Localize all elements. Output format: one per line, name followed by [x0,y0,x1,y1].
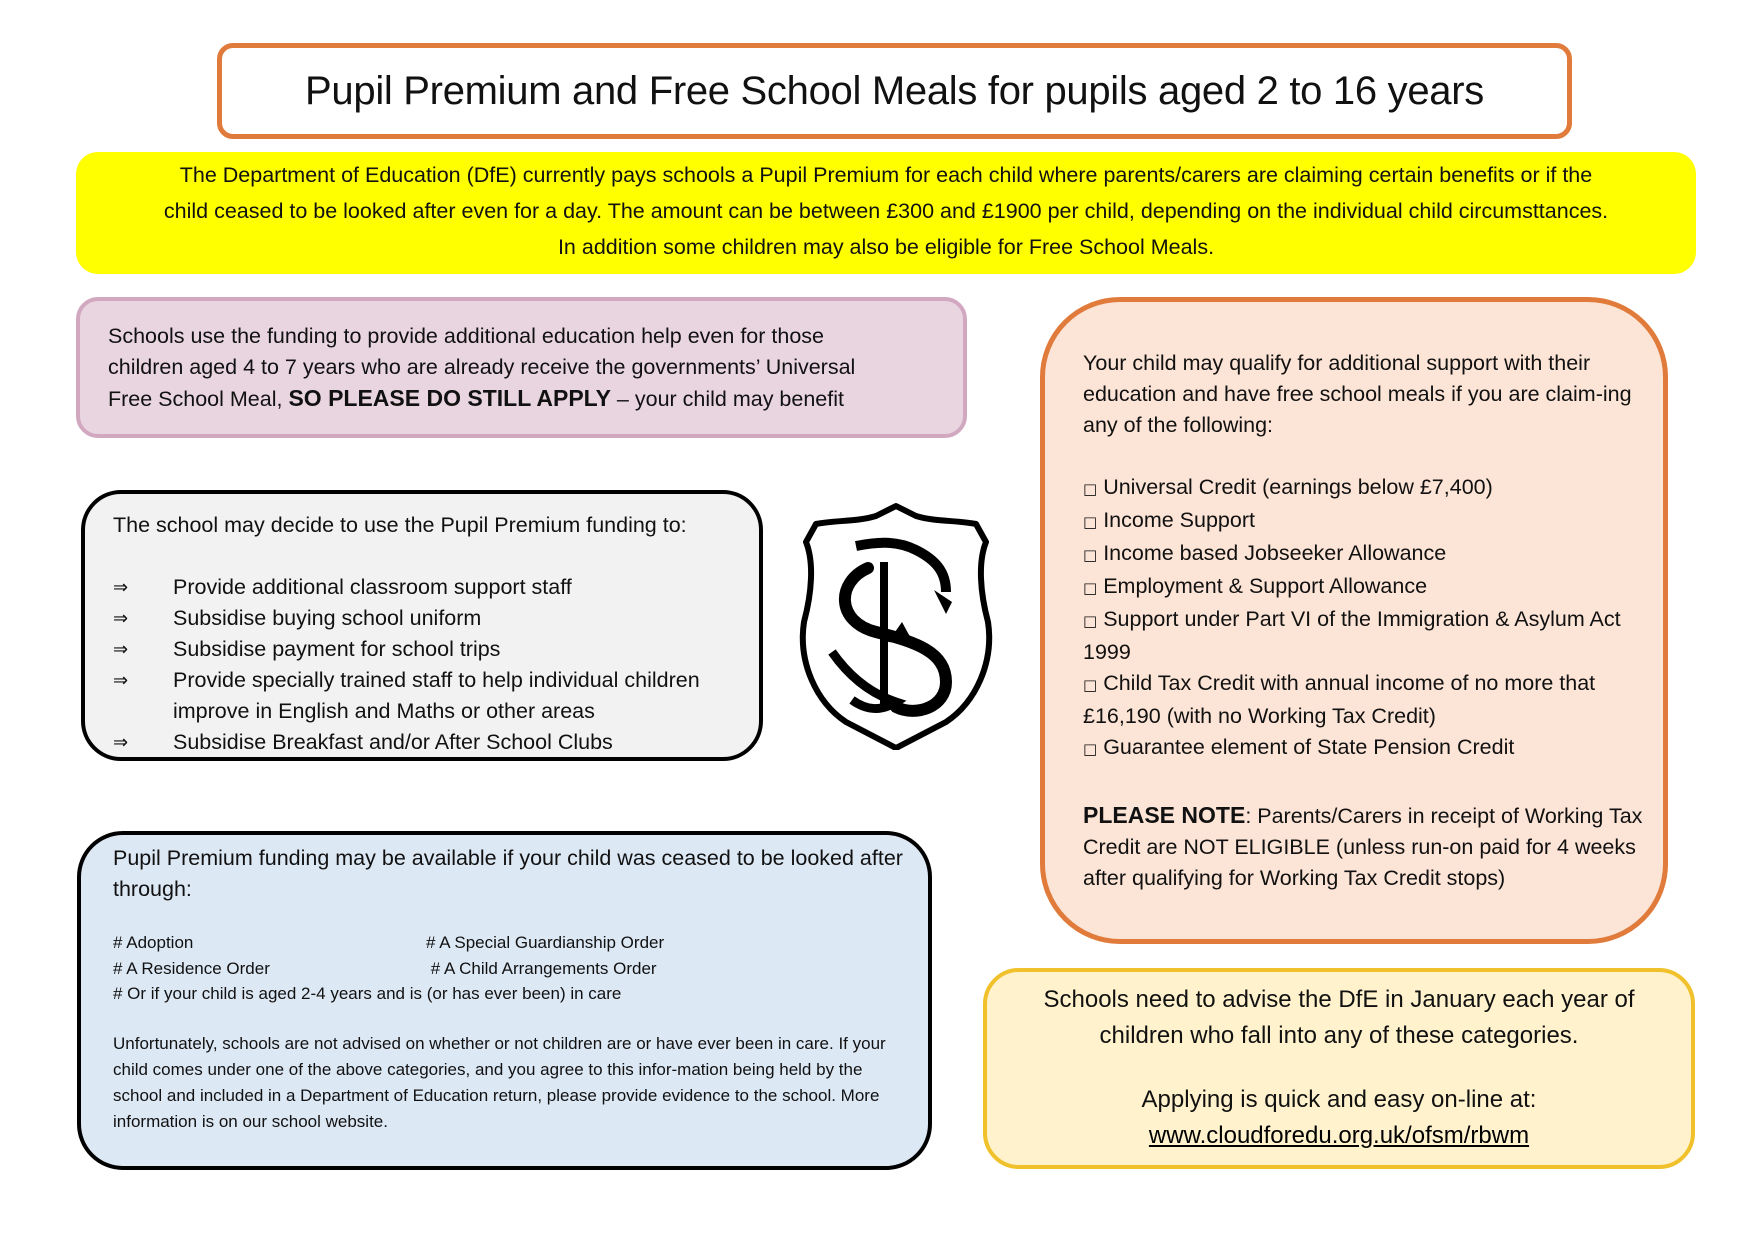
note-label: PLEASE NOTE [1083,802,1246,828]
school-crest-icon [796,502,996,750]
funding-use-box [76,297,967,438]
checkbox-icon: □ [1083,676,1098,694]
apply-line: children who fall into any of these categories. [1099,1022,1579,1049]
list-item-text: Provide specially trained staff to help individual children improve in English and Maths or other areas [173,668,700,723]
list-item-text: Guarantee element of State Pension Credit [1103,735,1515,759]
title-box [217,43,1572,139]
list-item-text: Income based Jobseeker Allowance [1103,541,1447,565]
list-item [1083,538,1651,571]
page-title: Pupil Premium and Free School Meals for pupils aged 2 to 16 years [305,68,1484,113]
order-item: # Or if your child is aged 2-4 years and is (or has ever been) in care [113,984,622,1003]
list-item-text: Subsidise buying school uniform [173,606,482,630]
funding-use-line [108,383,939,415]
order-row [113,930,908,956]
eligibility-note [1083,800,1651,894]
list-item-text: Child Tax Credit with annual income of no more that £16,190 (with no Working Tax Credit) [1083,671,1596,728]
apply-box [983,968,1695,1169]
arrow-right-icon: ⇒ [113,670,129,691]
school-uses-box [81,490,763,761]
checkbox-icon: □ [1083,546,1098,564]
please-apply-emphasis: SO PLEASE DO STILL APPLY [288,385,611,411]
school-uses-lead: The school may decide to use the Pupil Premium funding to: [113,513,687,537]
checkbox-icon: □ [1083,513,1098,531]
looked-after-box [77,831,932,1170]
list-item [1083,604,1651,668]
funding-use-text: Free School Meal, [108,387,289,411]
looked-after-paragraph: Unfortunately, schools are not advised on whether or not children are or have ever been in care. If your child comes under one of the above categories, and you agree to this infor-mation being held by the school and included in a Department of Education return, please provide evidence to the school. More information is on our school website. [113,1033,886,1131]
list-item-text: Support under Part VI of the Immigration & Asylum Act 1999 [1083,607,1621,664]
arrow-right-icon: ⇒ [113,577,129,598]
eligibility-box [1040,297,1668,944]
arrow-right-icon: ⇒ [113,732,129,753]
orders-list [113,930,908,1007]
checkbox-icon: □ [1083,740,1098,758]
list-item [1083,668,1651,732]
apply-link[interactable]: www.cloudforedu.org.uk/ofsm/rbwm [1148,1122,1530,1149]
checkbox-icon: □ [1083,579,1098,597]
order-item: # A Special Guardianship Order [426,933,665,952]
funding-use-text: – your child may benefit [610,387,844,411]
arrow-right-icon: ⇒ [113,639,129,660]
list-item [113,727,749,758]
note-text: : Parents/Carers in receipt of Working Tax Credit are NOT ELIGIBLE (unless run-on paid for 4 weeks after qualifying for Working Tax Credit stops) [1083,804,1643,890]
list-item-text: Income Support [1103,508,1255,532]
order-item: # A Child Arrangements Order [426,958,657,978]
list-item-text: Subsidise payment for school trips [173,637,501,661]
list-item [113,634,749,665]
intro-line: child ceased to be looked after even for a day. The amount can be between £300 and £1900 per child, depending on the individual child circumsttances. [163,199,1609,223]
list-item [113,572,749,603]
intro-line: In addition some children may also be eligible for Free School Meals. [557,235,1215,259]
list-item [1083,732,1651,765]
looked-after-lead: Pupil Premium funding may be available if your child was ceased to be looked after through: [113,846,903,901]
list-item-text: Universal Credit (earnings below £7,400) [1103,475,1493,499]
list-item [113,603,749,634]
funding-use-line: children aged 4 to 7 years who are already receive the governments’ Universal [108,355,856,379]
list-item-text: Subsidise Breakfast and/or After School Clubs [173,730,613,754]
order-item: # Adoption [113,933,194,952]
apply-line: Schools need to advise the DfE in January each year of [1043,986,1635,1013]
list-item-text: Provide additional classroom support staff [173,575,572,599]
order-row [113,956,908,982]
list-item-text: Employment & Support Allowance [1103,574,1428,598]
checkbox-icon: □ [1083,612,1098,630]
list-item [1083,505,1651,538]
checkbox-icon: □ [1083,480,1098,498]
list-item [1083,472,1651,505]
arrow-right-icon: ⇒ [113,608,129,629]
eligibility-lead: Your child may qualify for additional support with their education and have free school meals if you are claim-ing any of the following: [1083,351,1632,437]
intro-box [76,152,1696,274]
order-item: # A Residence Order [113,958,270,978]
funding-use-line: Schools use the funding to provide additional education help even for those [108,324,824,348]
list-item [1083,571,1651,604]
list-item [113,665,749,727]
intro-line: The Department of Education (DfE) currently pays schools a Pupil Premium for each child where parents/carers are claiming certain benefits or if the [179,163,1593,187]
apply-line: Applying is quick and easy on-line at: [1141,1086,1537,1113]
